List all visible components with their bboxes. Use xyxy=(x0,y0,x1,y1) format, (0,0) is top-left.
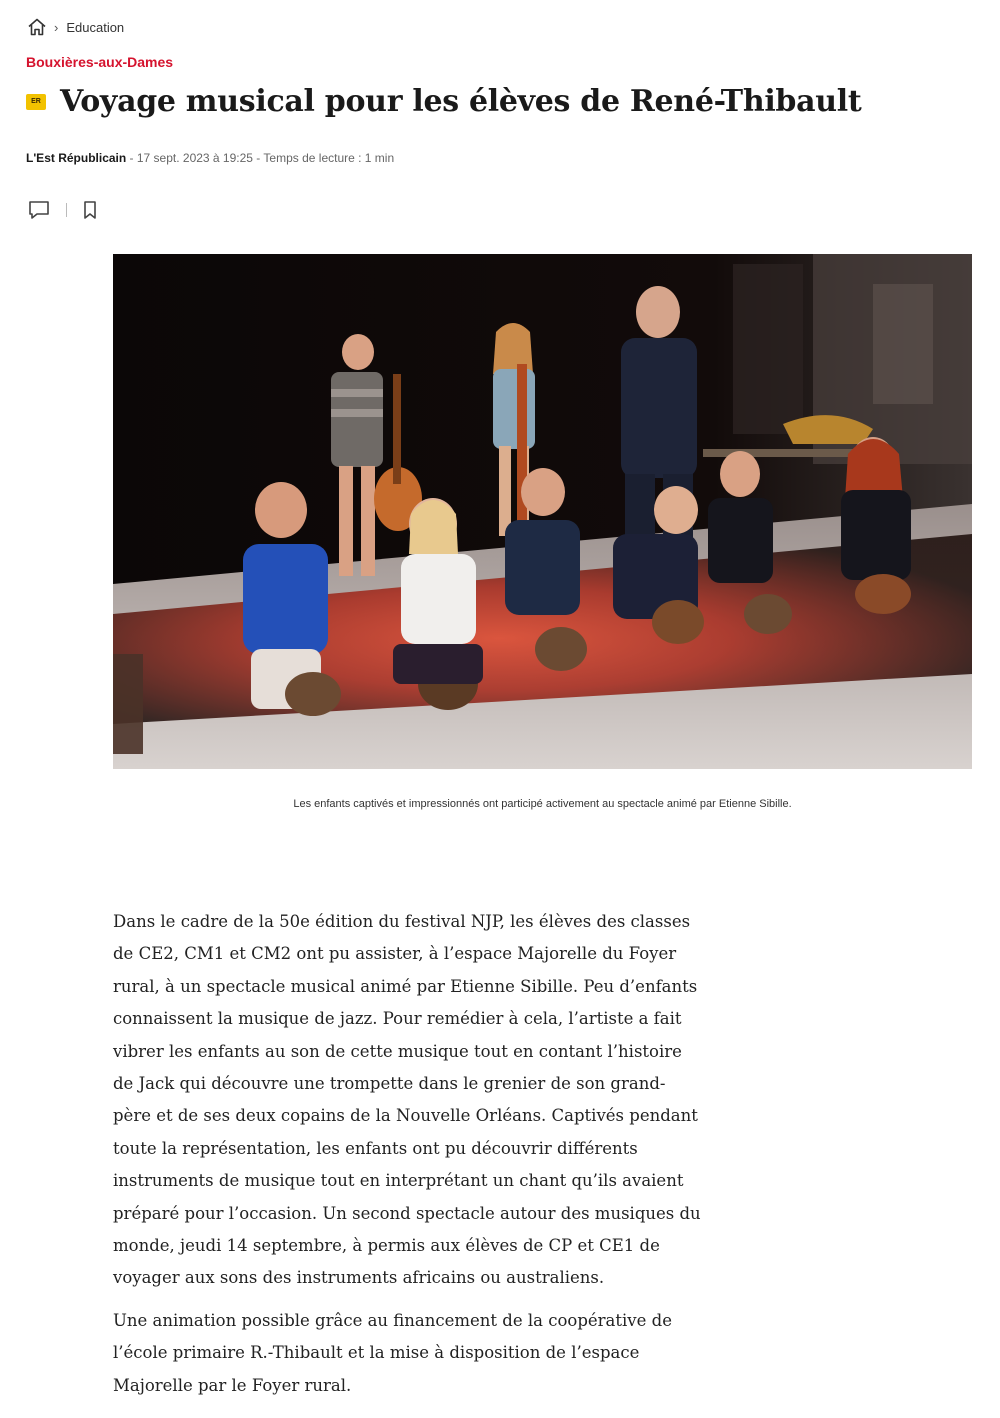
bookmark-icon[interactable] xyxy=(77,198,103,222)
article-date-readtime: - 17 sept. 2023 à 19:25 - Temps de lecture : 1 min xyxy=(126,151,395,165)
article-tools xyxy=(26,198,103,222)
locality-link[interactable]: Bouxières-aux-Dames xyxy=(26,54,174,70)
publisher-badge-icon: ER xyxy=(26,94,46,110)
tools-divider xyxy=(66,203,67,217)
article-meta xyxy=(26,151,394,165)
title-row xyxy=(26,84,861,119)
chevron-right-icon: › xyxy=(54,19,59,35)
page-title: Voyage musical pour les élèves de René-Thibault xyxy=(60,84,862,119)
photo-caption: Les enfants captivés et impressionnés ont participé activement au spectacle animé par Etienne Sibille. xyxy=(293,798,792,810)
comment-icon[interactable] xyxy=(26,198,52,222)
body-paragraph: Une animation possible grâce au financement de la coopérative de l’école primaire R.-Thibault et la mise à disposition de l’espace Majorelle par le Foyer rural. xyxy=(113,1310,672,1395)
home-icon[interactable] xyxy=(26,16,48,38)
breadcrumb-section[interactable]: Education xyxy=(66,19,125,35)
breadcrumb xyxy=(26,16,124,38)
article-body xyxy=(113,906,703,1412)
body-paragraph: Dans le cadre de la 50e édition du festival NJP, les élèves des classes de CE2, CM1 et CM2 ont pu assister, à l’espace Majorelle du Foyer rural, à un spectacle musical animé par Etienne Sibille. Peu d’enfants connaissent la musique de jazz. Pour remédier à cela, l’artiste a fait vibrer les enfants au son de cette musique tout en contant l’histoire de Jack qui découvre une trompette dans le grenier de son grand-père et de ses deux copains de la Nouvelle Orléans. Captivés pendant toute la représentation, les enfants ont pu découvrir différents instruments de musique tout en interprétant un chant qu’ils avaient préparé pour l’occasion. Un second spectacle autour des musiques du monde, jeudi 14 septembre, à permis aux élèves de CP et CE1 de voyager aux sons des instruments africains ou australiens. xyxy=(113,912,701,1288)
article-photo xyxy=(113,254,972,769)
article-source[interactable]: L'Est Républicain xyxy=(26,151,127,165)
